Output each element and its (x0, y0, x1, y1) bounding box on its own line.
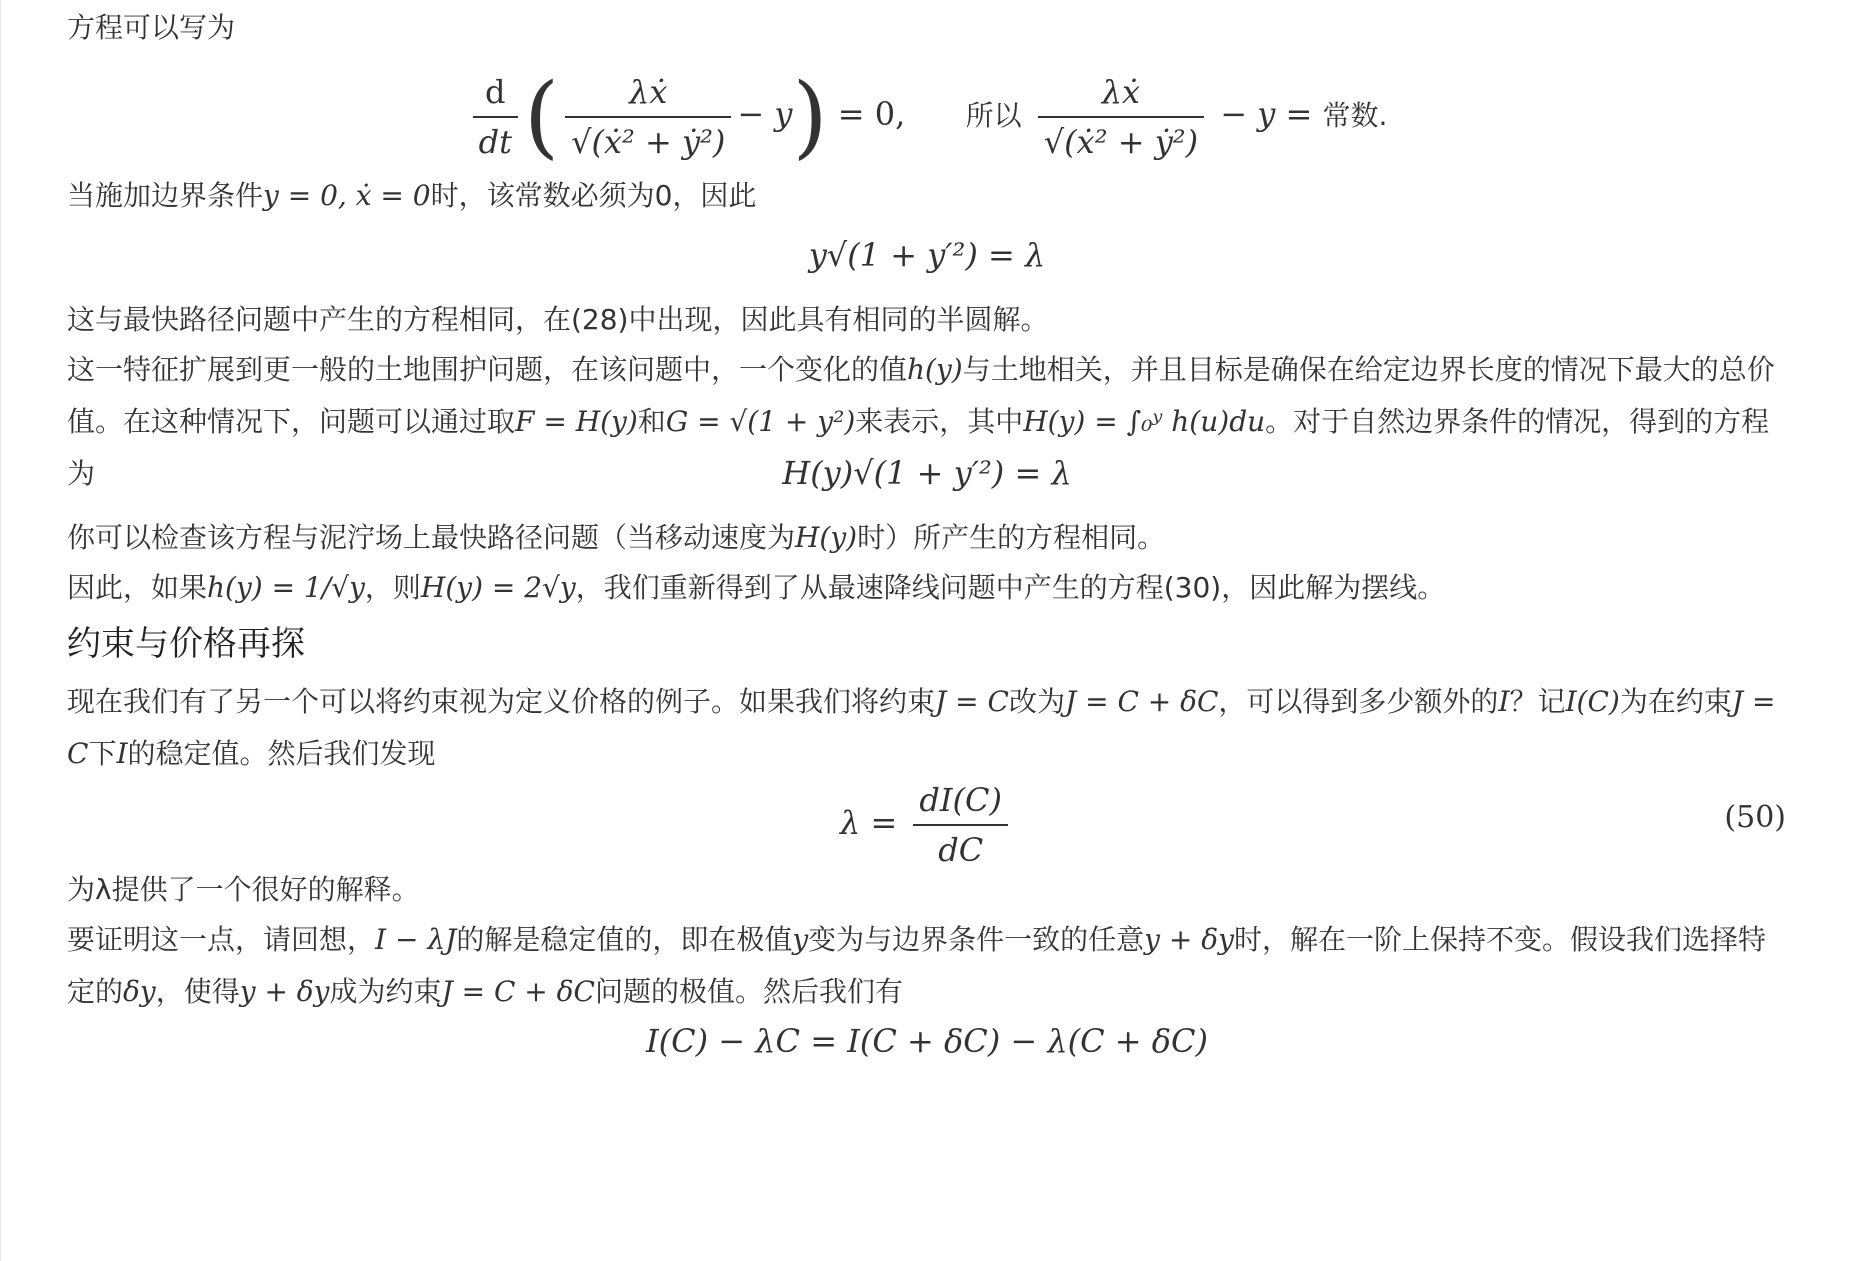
equation-number: (50) (1724, 800, 1786, 835)
paragraph-check: 你可以检查该方程与泥泞场上最快路径问题（当移动速度为H(y)时）所产生的方程相同。 (67, 521, 1166, 554)
paragraph-proof: 要证明这一点，请回想，I − λJ的解是稳定值的，即在极值y变为与边界条件一致的任意y + δy时，解在一阶上保持不变。假设我们选择特定的δy，使得y + δy成为约束J = C + δC问题的极值。然后我们有 (67, 923, 1766, 1008)
paragraph-price: 现在我们有了另一个可以将约束视为定义价格的例子。如果我们将约束J = C改为J = C + δC，可以得到多少额外的I？记I(C)为在约束J = C下I的稳定值。然后我们发现 (67, 685, 1776, 770)
paragraph-interpretation: 为λ提供了一个很好的解释。 (67, 873, 420, 906)
fraction-dI-dC: $\frac{dI(C)}{dC}$ (913, 780, 1008, 870)
paragraph-same-equation: 这与最快路径问题中产生的方程相同，在(28)中出现，因此具有相同的半圆解。 (67, 303, 1049, 336)
equation-2: y√(1 + y′²) = λ (808, 236, 1046, 274)
section-heading: 约束与价格再探 (67, 624, 305, 664)
paragraph-boundary: 当施加边界条件y = 0, ẋ = 0时，该常数必须为0，因此 (67, 179, 757, 212)
paragraph-cycloid: 因此，如果h(y) = 1/√y，则H(y) = 2√y，我们重新得到了从最速降线问题中产生的方程(30)，因此解为摆线。 (67, 571, 1446, 604)
equation-3: H(y)√(1 + y′²) = λ (782, 454, 1072, 492)
paragraph-land-problem: 这一特征扩展到更一般的土地围护问题，在该问题中，一个变化的值h(y)与土地相关，并且目标是确保在给定边界长度的情况下最大的总价值。在这种情况下，问题可以通过取F = H(y)和G = √(1 + y²)来表示，其中H(y) = ∫₀ʸ h(u)du。对于自然边界条件的情况，得到的方程为 (67, 353, 1775, 490)
derivative-operator: $\frac{d}{dt}$ (473, 72, 518, 162)
paragraph-intro: 方程可以写为 (67, 11, 236, 44)
equation-5: I(C) − λC = I(C + δC) − λ(C + δC) (646, 1022, 1208, 1060)
fraction-lambda-xdot-2: $\frac{\text{λẋ}}{\text{√(ẋ² + ẏ²)}}$ (1038, 72, 1204, 162)
fraction-lambda-xdot: $\frac{\text{λẋ}}{\text{√(ẋ² + ẏ²)}}$ (565, 72, 731, 162)
equation-1: $\frac{d}{dt}$ ( $\frac{\text{λẋ}}{\text{√(ẋ² + ẏ²)}}$ − y) = 0, 所以 $\frac{\text{λẋ}}{\text{√(ẋ² + ẏ²)}}$ − y = 常数. (1, 64, 1852, 169)
equation-50: λ = $\frac{dI(C)}{dC}$ (1, 780, 1852, 870)
